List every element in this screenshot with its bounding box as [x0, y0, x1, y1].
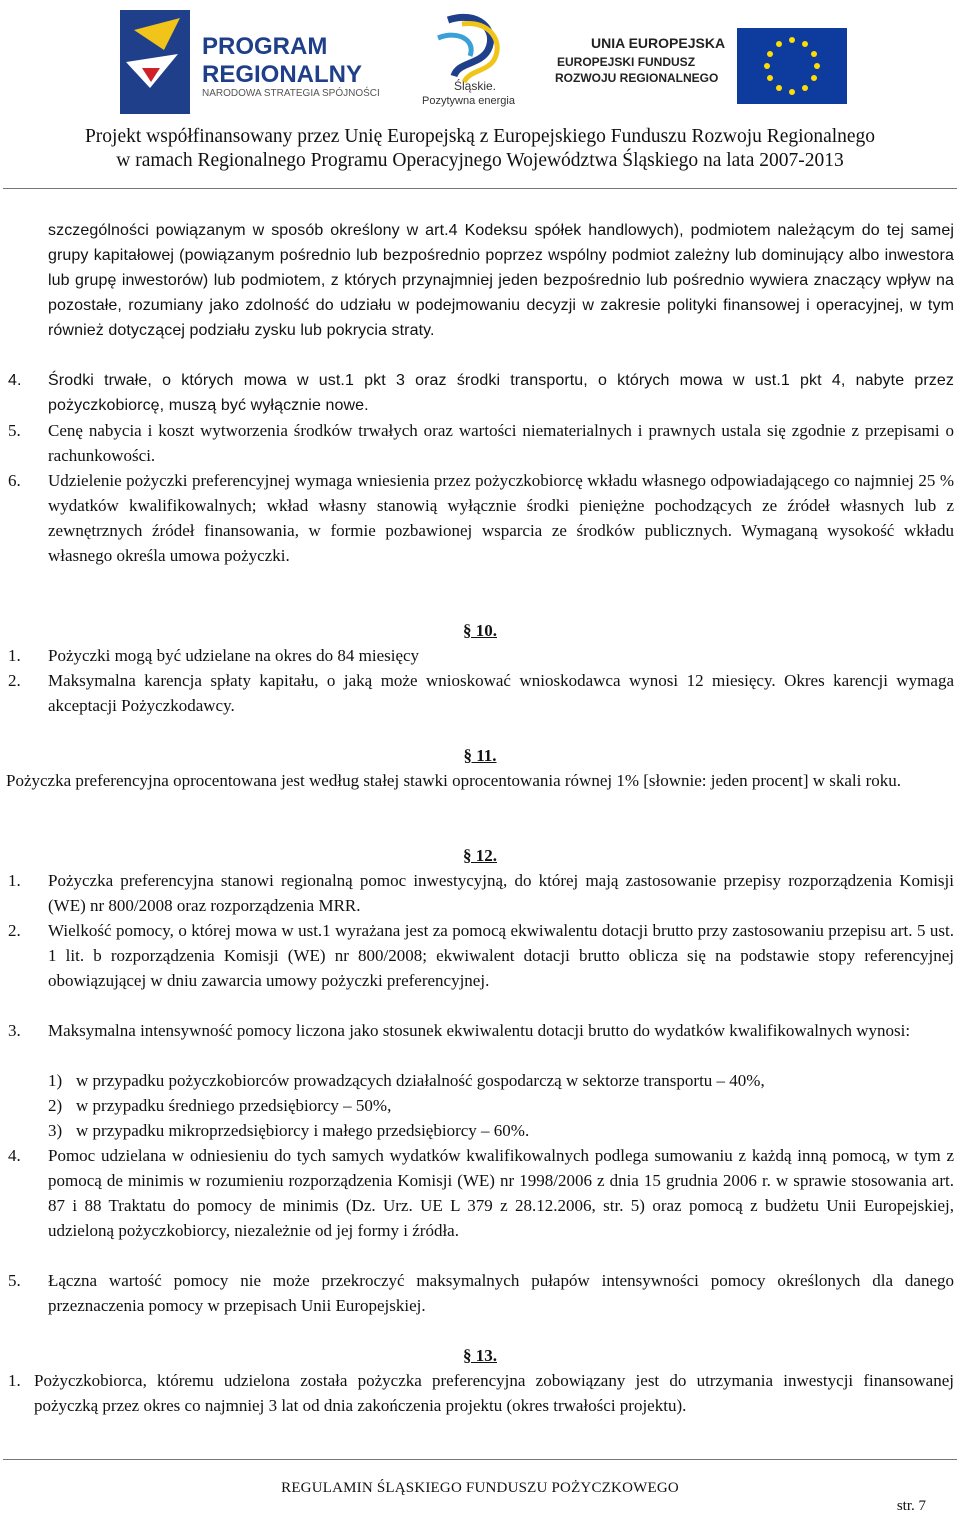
list-item: Maksymalna intensywność pomocy liczona jako stosunek ekwiwalentu dotacji brutto do wydatków kwalifikowalnych wynosi:	[48, 1021, 911, 1040]
list-item: Łączna wartość pomocy nie może przekroczyć maksymalnych pułapów intensywności pomocy określonych dla danego przeznaczenia pomocy w przepisach Unii Europejskiej.	[48, 1271, 954, 1315]
slaskie-logo	[418, 10, 538, 114]
section-heading-10: § 10.	[463, 621, 497, 640]
logo-bar	[0, 6, 960, 118]
eu-logo	[553, 28, 853, 104]
item-number: 5.	[8, 421, 21, 440]
sub-item: w przypadku mikroprzedsiębiorcy i małego przedsiębiorcy – 60%.	[76, 1121, 530, 1140]
list-item: Pożyczki mogą być udzielane na okres do 84 miesięcy	[48, 646, 420, 665]
funding-line-2: w ramach Regionalnego Programu Operacyjnego Województwa Śląskiego na lata 2007-2013	[116, 150, 844, 171]
section-heading-11: § 11.	[463, 746, 497, 765]
funding-line-1: Projekt współfinansowany przez Unię Europejską z Europejskiego Funduszu Rozwoju Regionalnego	[84, 126, 876, 147]
logo-program-line1: PROGRAM	[202, 33, 328, 60]
page-number: str. 7	[896, 1498, 926, 1514]
logo-program-line3: NARODOWA STRATEGIA SPÓJNOŚCI	[202, 88, 380, 99]
logo-ue-line3: ROZWOJU REGIONALNEGO	[555, 71, 719, 85]
sub-item-number: 1)	[48, 1071, 63, 1090]
section-11-paragraph: Pożyczka preferencyjna oprocentowana jest według stałej stawki oprocentowania równej 1% [słownie: jeden procent] w skali roku.	[6, 771, 902, 790]
footer-title: REGULAMIN ŚLĄSKIEGO FUNDUSZU POŻYCZKOWEGO	[281, 1480, 679, 1496]
item-number: 6.	[8, 471, 21, 490]
sub-item-number: 2)	[48, 1096, 63, 1115]
item-number: 1.	[8, 1371, 21, 1390]
logo-slaskie-line2: Pozytywna energia	[422, 95, 515, 107]
logo-ue-line2: EUROPEJSKI FUNDUSZ	[557, 55, 696, 69]
logo-ue-line1: UNIA EUROPEJSKA	[591, 35, 726, 51]
item-number: 2.	[8, 921, 21, 940]
item-number: 4.	[8, 1146, 21, 1165]
item-number: 1.	[8, 646, 21, 665]
sub-item: w przypadku pożyczkobiorców prowadzących działalność gospodarczą w sektorze transportu – 40%,	[76, 1071, 765, 1090]
item-number: 5.	[8, 1271, 21, 1290]
list-item: Środki trwałe, o których mowa w ust.1 pkt 3 oraz środki transportu, o których mowa w ust.1 pkt 4, nabyte przez pożyczkobiorcę, muszą być wyłącznie nowe.	[48, 372, 954, 414]
item-number: 1.	[8, 871, 21, 890]
item-number: 4.	[8, 372, 22, 389]
page-header	[0, 0, 960, 190]
item-number: 3.	[8, 1021, 21, 1040]
sub-item-number: 3)	[48, 1121, 63, 1140]
footer-divider	[3, 1459, 957, 1460]
list-item: Udzielenie pożyczki preferencyjnej wymaga wniesienia przez pożyczkobiorcę wkładu własnego odpowiadającego co najmniej 25 % wydatków kwalifikowalnych; wkład własny stanowią wyłącznie środki pieniężne pochodzących ze źródeł własnych lub z zewnętrznych źródeł finansowania, w formie pozbawionej wsparcia ze środków publicznych. Wymaganą wysokość wkładu własnego określa umowa pożyczki.	[48, 471, 954, 565]
list-item: Pożyczkobiorca, któremu udzielona została pożyczka preferencyjna zobowiązany jest do utrzymania inwestycji finansowanej pożyczką przez okres co najmniej 3 lat od dnia zakończenia projektu (okres trwałości projektu).	[34, 1371, 954, 1415]
sub-item: w przypadku średniego przedsiębiorcy – 50%,	[76, 1096, 392, 1115]
section-heading-13: § 13.	[463, 1346, 497, 1365]
list-item: Pożyczka preferencyjna stanowi regionalną pomoc inwestycyjną, do której mają zastosowanie przepisy rozporządzenia Komisji (WE) nr 800/2008 oraz rozporządzenia MRR.	[48, 871, 954, 915]
section-heading-12: § 12.	[463, 846, 497, 865]
list-item: Cenę nabycia i koszt wytworzenia środków trwałych oraz wartości niematerialnych i prawnych ustala się zgodnie z przepisami o rachunkowości.	[48, 421, 954, 465]
list-item: Pomoc udzielana w odniesieniu do tych samych wydatków kwalifikowalnych podlega sumowaniu z każdą inną pomocą, w tym z pomocą de minimis w rozumieniu rozporządzenia Komisji (WE) nr 1998/2006 z dnia 15 grudnia 2006 r. w sprawie stosowania art. 87 i 88 Traktatu do pomocy de minimis (Dz. Urz. UE L 379 z 28.12.2006, str. 5) oraz pomocą z budżetu Unii Europejskiej, udzieloną pożyczkobiorcy, niezależnie od jej formy i źródła.	[48, 1146, 954, 1240]
list-item: Wielkość pomocy, o której mowa w ust.1 wyrażana jest za pomocą ekwiwalentu dotacji brutto przy zastosowaniu przepisu art. 5 ust. 1 lit. b rozporządzenia Komisji (WE) nr 800/2008; ekwiwalent dotacji brutto oblicza się na podstawie stopy referencyjnej obowiązującej w dniu zawarcia umowy pożyczki preferencyjnej.	[48, 921, 954, 990]
intro-paragraph: szczególności powiązanym w sposób określony w art.4 Kodeksu spółek handlowych), podmiotem należącym do tej samej grupy kapitałowej (powiązanym pośrednio lub bezpośrednio poprzez wspólny podmiot zależny lub dominujący albo inwestora lub grupę inwestorów) lub podmiotem, z których przynajmniej jeden bezpośrednio lub pośrednio wywiera znaczący wpływ na pozostałe, rozumiany jako zdolność do udziału w podejmowaniu decyzji w zakresie polityki finansowej i operacyjnej, w tym również dotyczącej podziału zysku lub pokrycia straty.	[48, 222, 954, 339]
program-regionalny-logo	[120, 10, 400, 114]
logo-slaskie-line1: Śląskie.	[454, 79, 497, 93]
logo-program-line2: REGIONALNY	[202, 61, 363, 88]
item-number: 2.	[8, 671, 21, 690]
header-divider	[3, 188, 957, 189]
list-item: Maksymalna karencja spłaty kapitału, o jaką może wnioskować wnioskodawca wynosi 12 miesięcy. Okres karencji wymaga akceptacji Pożyczkodawcy.	[48, 671, 954, 715]
